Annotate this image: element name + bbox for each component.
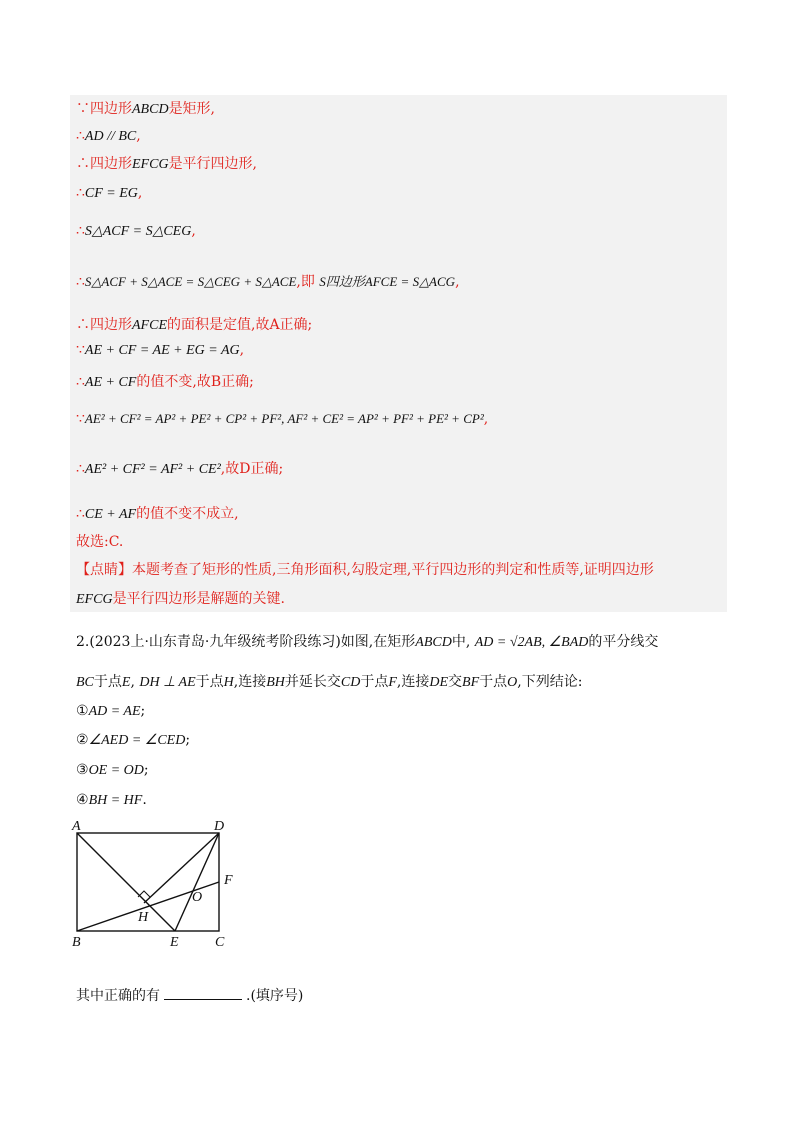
label-d: D	[214, 819, 225, 834]
label-b: B	[72, 935, 81, 950]
geometry-figure	[60, 810, 250, 956]
solution-line-11: ∴AE² + CF² = AF² + CE²,故D正确;	[76, 461, 284, 477]
solution-line-5: ∴S△ACF = S△CEG,	[76, 223, 196, 239]
solution-line-14: 【点睛】本题考查了矩形的性质,三角形面积,勾股定理,平行四边形的判定和性质等,证明四边形	[76, 562, 654, 578]
problem-statement-line-2: BC于点E, DH ⊥ AE于点H,连接BH并延长交CD于点F,连接DE交BF于点O,下列结论:	[76, 674, 583, 690]
segment-ae	[77, 833, 175, 931]
solution-line-7: ∴四边形AFCE的面积是定值,故A正确;	[76, 317, 313, 333]
conclusion-3: ③OE = OD;	[76, 762, 149, 778]
solution-line-12: ∴CE + AF的值不变不成立,	[76, 506, 239, 522]
solution-line-6: ∴S△ACF + S△ACE = S△CEG + S△ACE,即 S四边形AFCE = S△ACG,	[76, 274, 460, 290]
solution-line-1: ∵四边形ABCD是矩形,	[76, 101, 216, 117]
conclusion-1: ①AD = AE;	[76, 703, 146, 719]
solution-line-9: ∴AE + CF的值不变,故B正确;	[76, 374, 254, 390]
label-o: O	[192, 890, 203, 905]
solution-line-3: ∴四边形EFCG是平行四边形,	[76, 156, 258, 172]
label-e: E	[170, 935, 179, 950]
segment-dh	[144, 833, 219, 903]
solution-line-2: ∴AD // BC,	[76, 128, 141, 144]
solution-line-13: 故选:C.	[76, 534, 124, 550]
answer-blank[interactable]	[164, 987, 242, 1000]
label-h: H	[138, 910, 149, 925]
problem-statement-line-1: 2.(2023上·山东青岛·九年级统考阶段练习)如图,在矩形ABCD中, AD = √2AB, ∠BAD的平分线交	[76, 634, 659, 650]
label-a: A	[72, 819, 81, 834]
conclusion-2: ②∠AED = ∠CED;	[76, 732, 191, 748]
label-f: F	[224, 873, 233, 888]
solution-line-8: ∵AE + CF = AE + EG = AG,	[76, 342, 245, 358]
label-c: C	[215, 935, 225, 950]
segment-de	[175, 833, 219, 931]
solution-line-15: EFCG是平行四边形是解题的关键.	[76, 591, 286, 607]
answer-line: 其中正确的有 .(填序号)	[76, 988, 304, 1004]
conclusion-4: ④BH = HF.	[76, 792, 147, 808]
solution-line-4: ∴CF = EG,	[76, 185, 143, 201]
solution-line-10: ∵AE² + CF² = AP² + PE² + CP² + PF², AF² + CE² = AP² + PF² + PE² + CP²,	[76, 411, 489, 427]
